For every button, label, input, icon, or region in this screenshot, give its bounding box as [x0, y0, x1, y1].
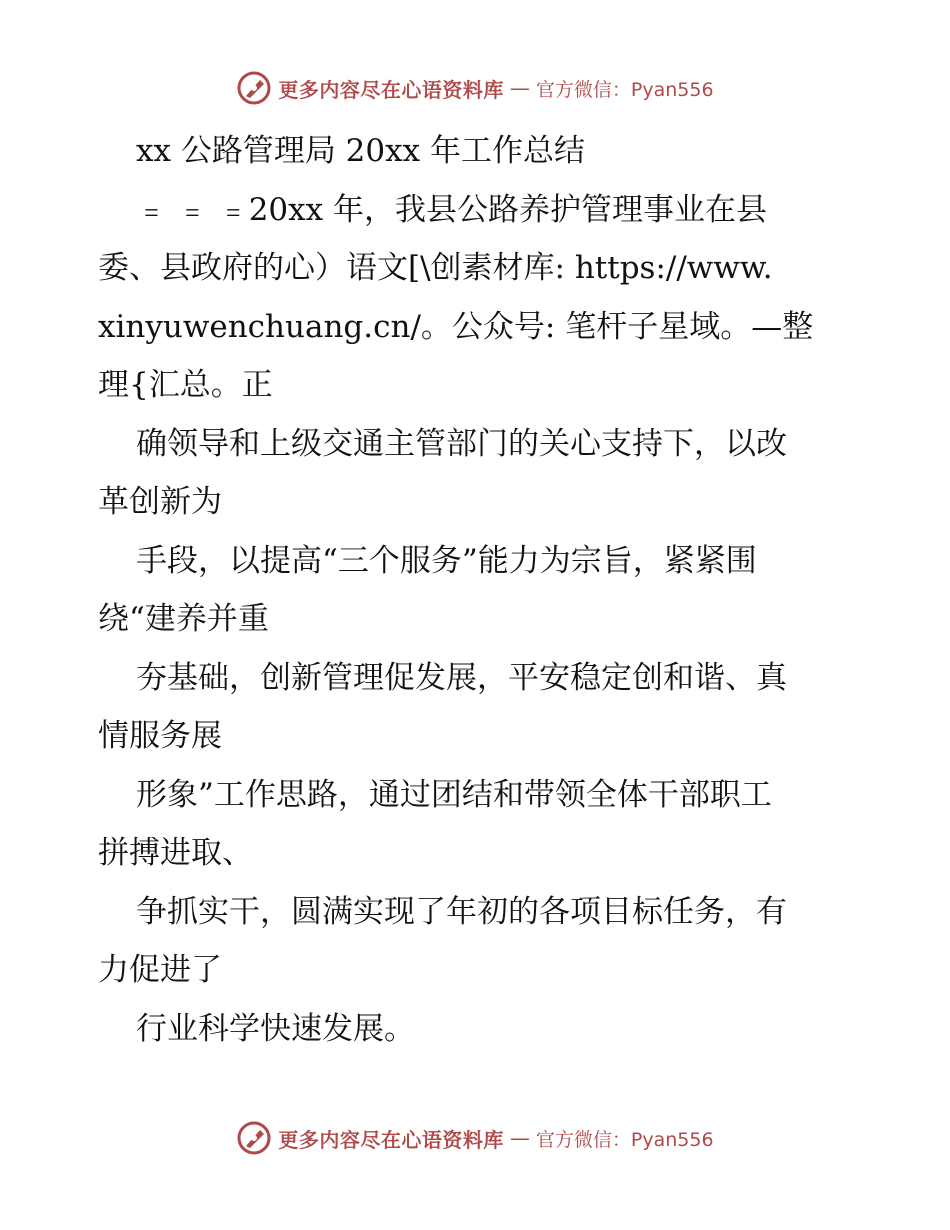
banner-wechat: 官方微信：Pyan556: [535, 78, 714, 101]
document-body: [98, 122, 850, 1058]
banner-separator: —: [509, 76, 530, 100]
text-line: 委、县政府的心）语文[\创素材库: https://www.: [98, 250, 773, 286]
text-line: 争抓实干，圆满实现了年初的各项目标任务，有: [136, 893, 787, 930]
text-line: xinyuwenchuang.cn/。公众号: 笔杆子星域。—整: [98, 308, 814, 345]
text-line: 形象”工作思路，通过团结和带领全体干部职工: [136, 776, 772, 813]
text-line: 手段，以提高“三个服务”能力为宗旨，紧紧围: [136, 542, 757, 579]
text-line: 情服务展: [98, 718, 222, 754]
banner-text: 更多内容尽在心语资料库: [278, 1127, 504, 1152]
text-line: 力促进了: [98, 952, 222, 988]
banner-text: 更多内容尽在心语资料库: [278, 77, 504, 102]
text-line: 理{汇总。正: [98, 367, 273, 403]
text-line: xx 公路管理局 20xx 年工作总结: [136, 133, 585, 169]
text-line: 革创新为: [98, 484, 222, 520]
pen-logo-icon: [236, 1120, 272, 1156]
banner-separator: —: [509, 1126, 530, 1150]
text-line: 行业科学快速发展。: [136, 1010, 415, 1047]
header-watermark-banner: [0, 70, 950, 106]
text-line: ﹦ ﹦ ﹦20xx 年，我县公路养护管理事业在县: [136, 191, 767, 228]
text-line: 绕“建养并重: [98, 601, 269, 637]
text-line: 夯基础，创新管理促发展，平安稳定创和谐、真: [136, 659, 787, 696]
text-line: 确领导和上级交通主管部门的关心支持下，以改: [136, 425, 787, 462]
text-line: 拼搏进取、: [98, 835, 253, 871]
banner-wechat: 官方微信：Pyan556: [535, 1128, 714, 1151]
footer-watermark-banner: [0, 1120, 950, 1156]
pen-logo-icon: [236, 70, 272, 106]
